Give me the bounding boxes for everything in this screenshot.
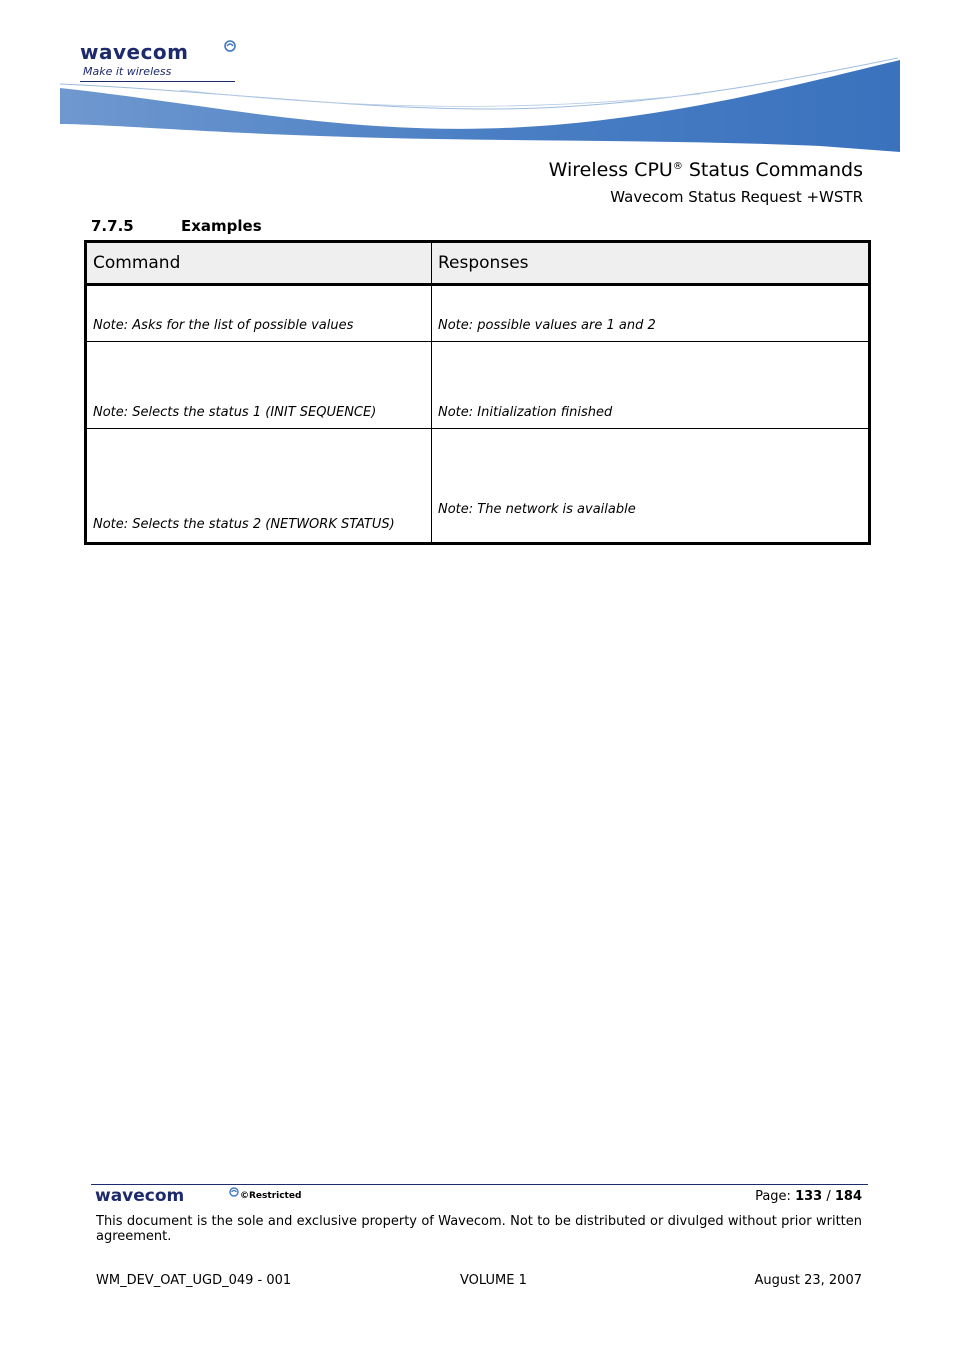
command-cell: Note: Selects the status 2 (NETWORK STATUS) — [86, 429, 432, 544]
confidentiality-notice: This document is the sole and exclusive property of Wavecom. Not to be distributed or divulged without prior written agreement. — [96, 1214, 862, 1244]
column-header-responses: Responses — [432, 242, 870, 285]
response-cell: Note: The network is available — [432, 429, 870, 544]
response-cell: Note: possible values are 1 and 2 — [432, 285, 870, 342]
page-current: 133 — [795, 1189, 823, 1204]
response-cell: Note: Initialization finished — [432, 342, 870, 429]
footer-logo: wavecom — [95, 1186, 185, 1206]
logo-wordmark: wavecom — [80, 40, 189, 64]
page-title — [549, 155, 863, 182]
column-header-command: Command — [86, 242, 432, 285]
registered-mark: ® — [672, 161, 683, 172]
command-cell: Note: Selects the status 1 (INIT SEQUENCE) — [86, 342, 432, 429]
volume-label: VOLUME 1 — [460, 1273, 527, 1288]
page-total: 184 — [834, 1189, 862, 1204]
table-header-row — [86, 242, 870, 285]
section-title: Examples — [181, 217, 262, 235]
document-reference: WM_DEV_OAT_UGD_049 - 001 — [96, 1273, 292, 1288]
title-suffix: Status Commands — [682, 159, 863, 181]
section-heading — [91, 216, 262, 236]
title-main: Wireless CPU — [548, 159, 673, 181]
table-row — [86, 429, 870, 544]
page-subtitle: Wavecom Status Request +WSTR — [610, 188, 863, 206]
logo-tagline: Make it wireless — [83, 65, 172, 78]
header-wave-graphic — [60, 54, 900, 156]
page-separator: / — [822, 1189, 835, 1204]
logo-swirl-icon — [224, 40, 236, 52]
footer-divider — [91, 1184, 868, 1185]
page-label: Page: — [755, 1189, 796, 1204]
command-cell: Note: Asks for the list of possible values — [86, 285, 432, 342]
table-row — [86, 285, 870, 342]
page-number — [755, 1189, 862, 1205]
examples-table — [84, 240, 871, 545]
footer-swirl-icon — [229, 1187, 239, 1197]
table-row — [86, 342, 870, 429]
document-date: August 23, 2007 — [754, 1273, 862, 1288]
restricted-label: ©Restricted — [240, 1191, 302, 1201]
section-number: 7.7.5 — [91, 217, 134, 235]
